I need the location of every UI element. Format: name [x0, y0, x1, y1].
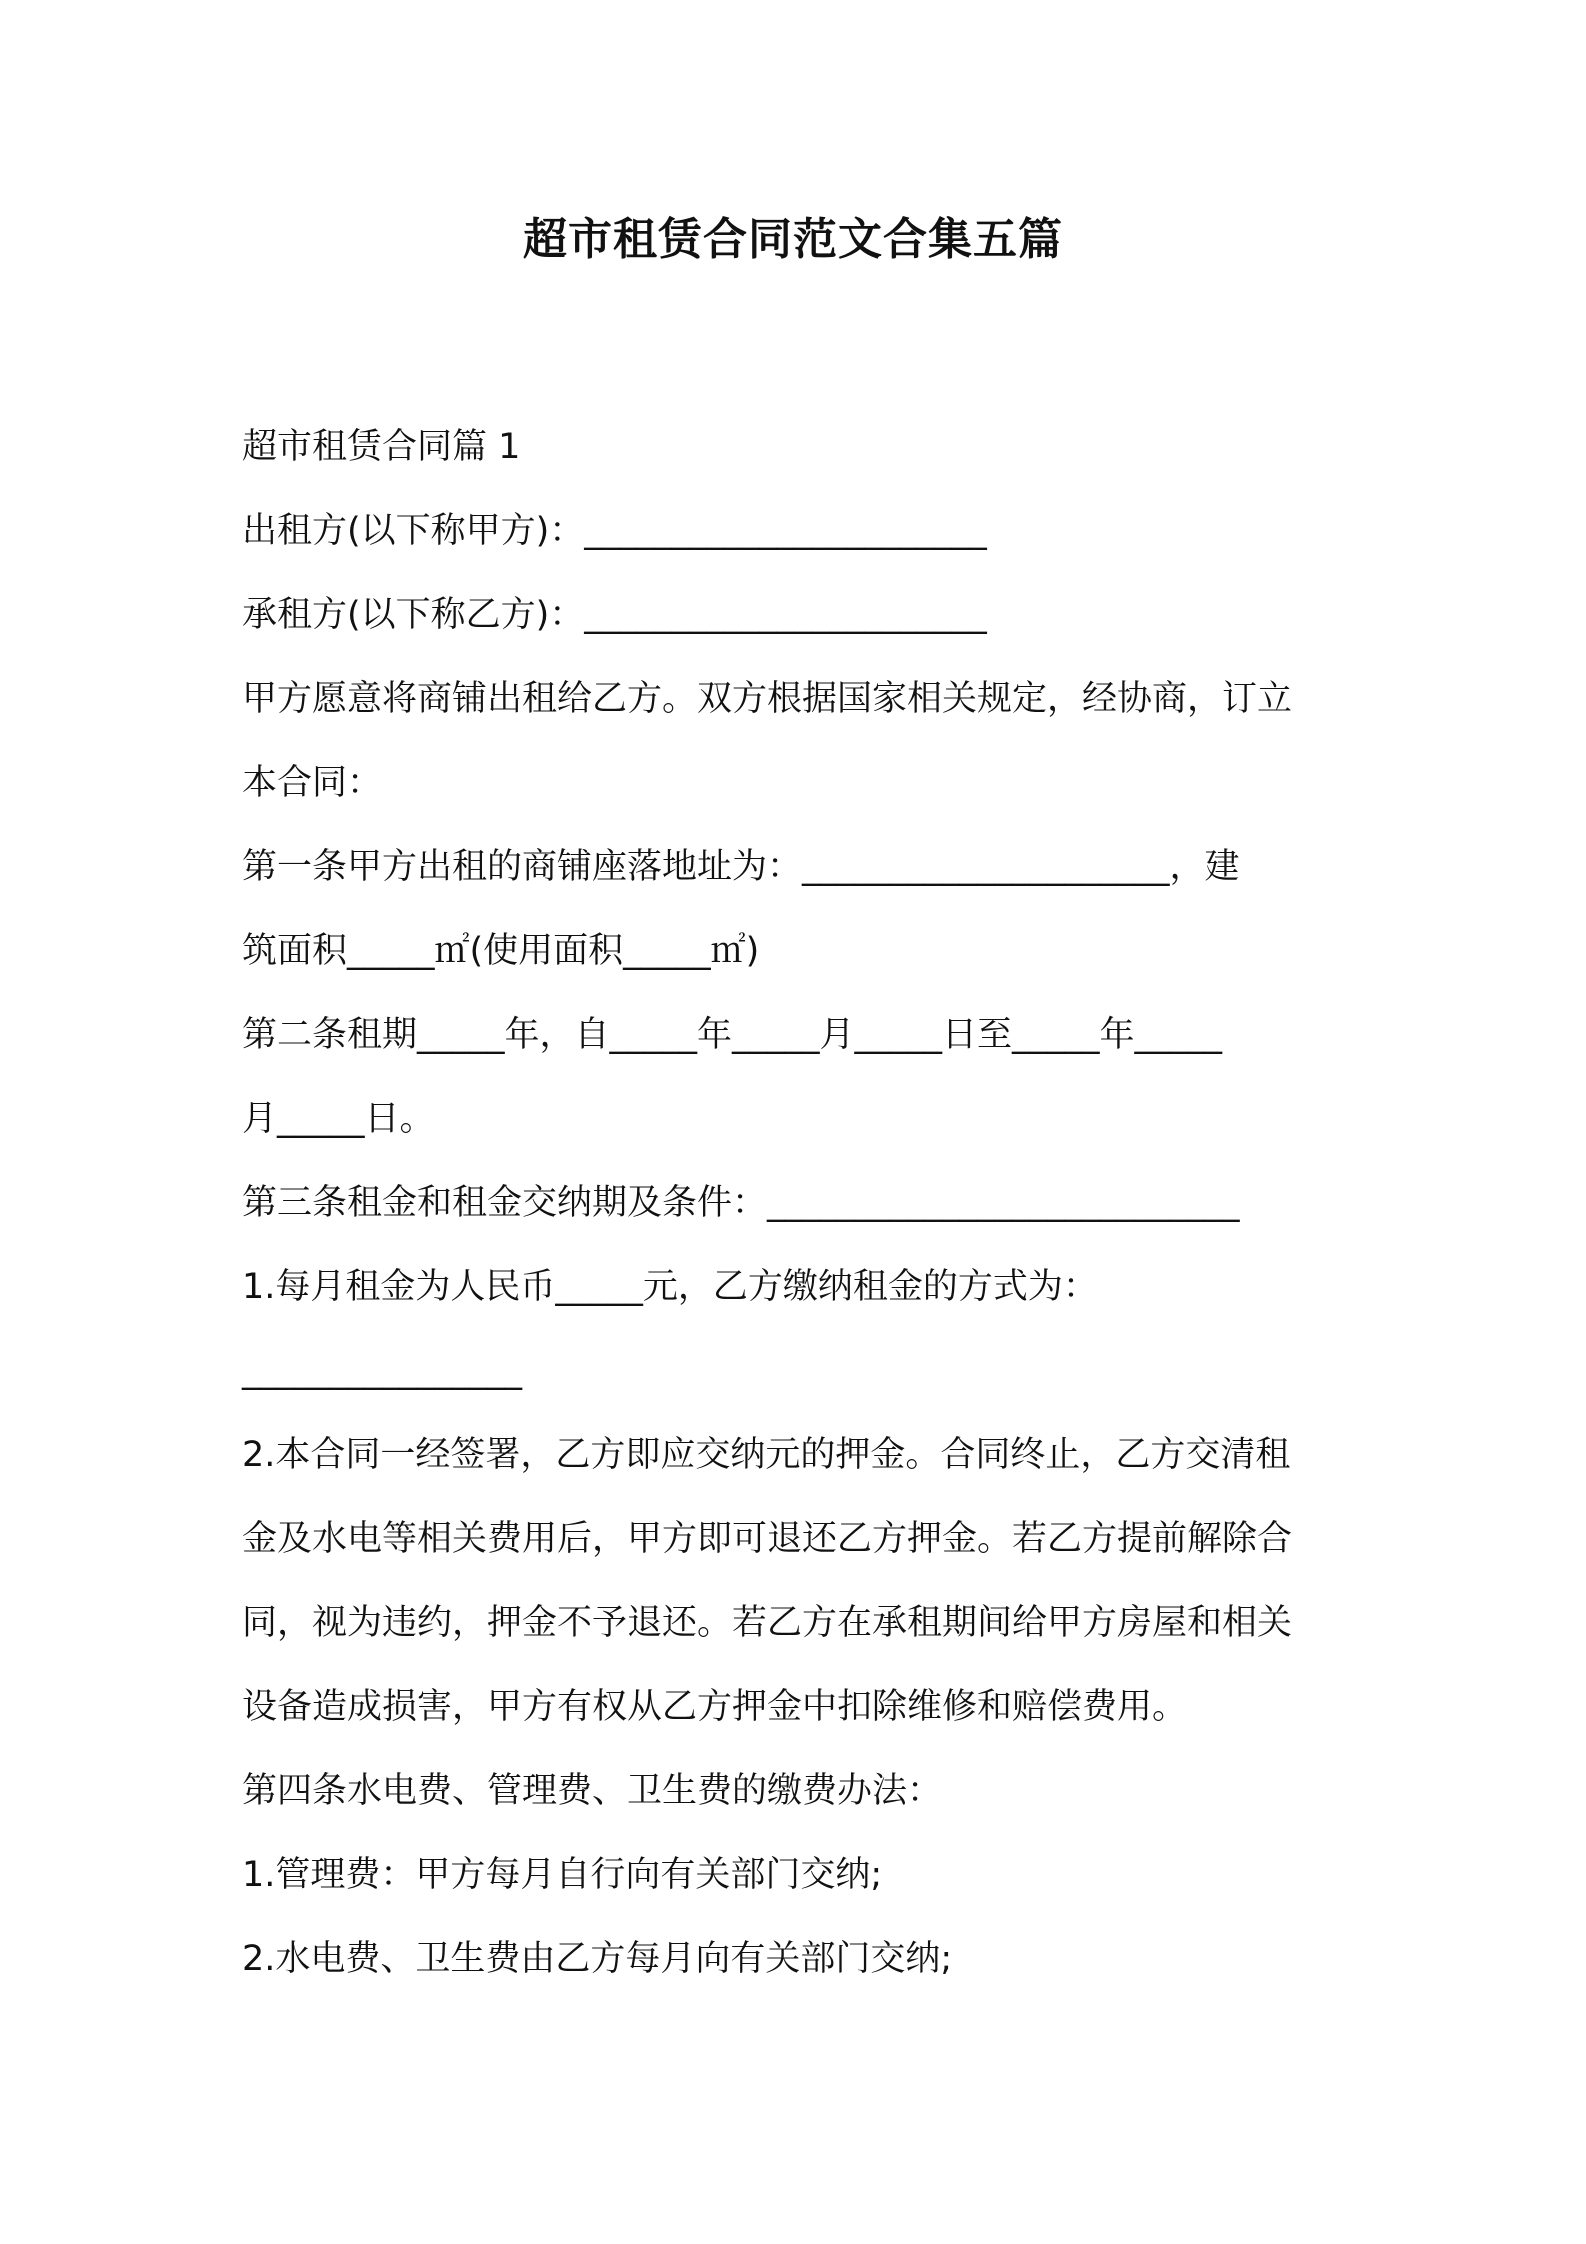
rent-line: 1.每月租金为人民币_____元，乙方缴纳租金的方式为： [242, 1267, 1098, 1307]
article-4-line: 第四条水电费、管理费、卫生费的缴费办法： [242, 1771, 943, 1811]
document-title: 超市租赁合同范文合集五篇 [523, 214, 1063, 265]
deposit-line: 2.本合同一经签署，乙方即应交纳元的押金。合同终止，乙方交清租 [242, 1435, 1291, 1475]
article-2-line: 第二条租期_____年，自_____年_____月_____日至_____年_____ [242, 1015, 1223, 1055]
blank-line: ________________ [242, 1351, 522, 1391]
lessor-line: 出租方(以下称甲方)：_______________________ [242, 511, 987, 551]
deposit-line: 金及水电等相关费用后，甲方即可退还乙方押金。若乙方提前解除合 [242, 1519, 1293, 1559]
article-1-line: 第一条甲方出租的商铺座落地址为：_____________________，建 [242, 847, 1240, 887]
lessee-line: 承租方(以下称乙方)：_______________________ [242, 595, 987, 635]
section-heading: 超市租赁合同篇 1 [242, 427, 521, 467]
deposit-line: 同，视为违约，押金不予退还。若乙方在承租期间给甲方房屋和相关 [242, 1603, 1293, 1643]
deposit-line: 设备造成损害，甲方有权从乙方押金中扣除维修和赔偿费用。 [242, 1687, 1188, 1727]
article-2-line: 月_____日。 [242, 1099, 435, 1139]
paragraph-line: 甲方愿意将商铺出租给乙方。双方根据国家相关规定，经协商，订立 [242, 679, 1293, 719]
article-3-line: 第三条租金和租金交纳期及条件：___________________________ [242, 1183, 1240, 1223]
fee-item-line: 1.管理费：甲方每月自行向有关部门交纳; [242, 1855, 883, 1895]
document-body [242, 405, 1357, 2001]
article-1-line: 筑面积_____㎡(使用面积_____㎡) [242, 931, 760, 971]
fee-item-line: 2.水电费、卫生费由乙方每月向有关部门交纳; [242, 1939, 953, 1979]
paragraph-line: 本合同： [242, 763, 383, 803]
